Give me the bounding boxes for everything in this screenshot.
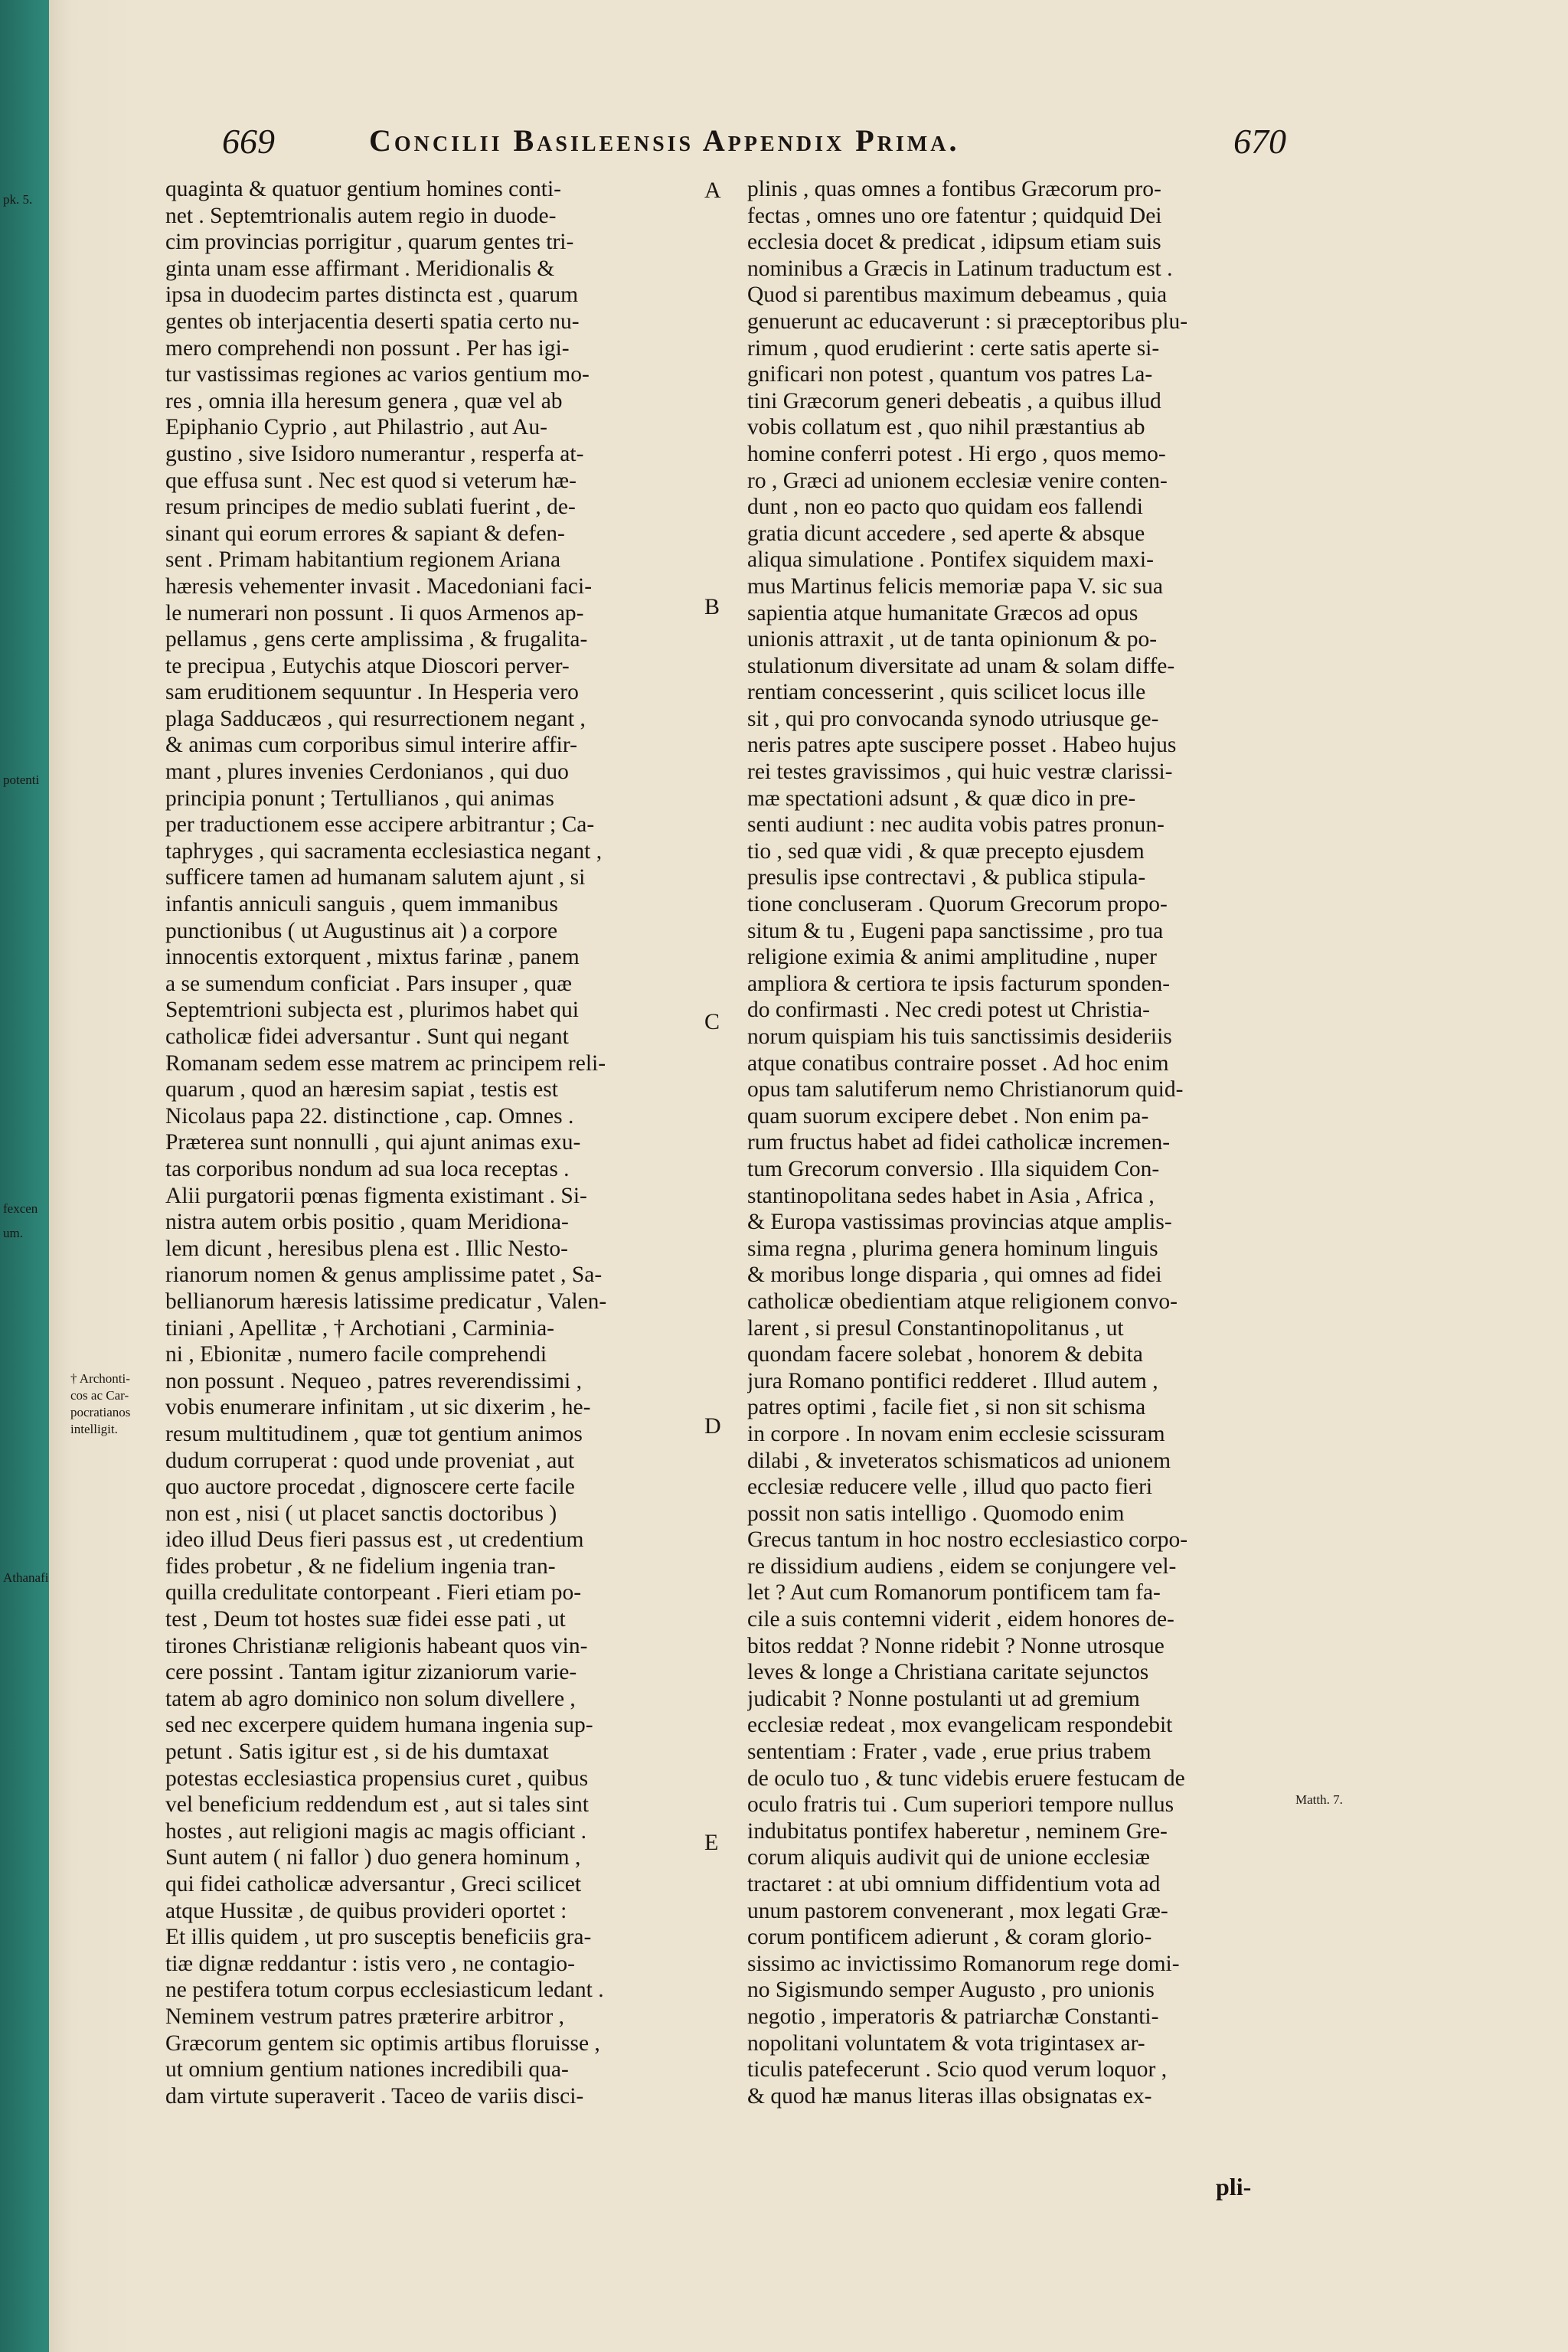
text-line: mant , plures invenies Cerdonianos , qui duo: [165, 760, 569, 785]
text-line: sed nec excerpere quidem humana ingenia sup-: [165, 1713, 593, 1738]
text-line: Romanam sedem esse matrem ac principem reli-: [165, 1050, 606, 1076]
text-line: Septemtrioni subjecta est , plurimos habet qui: [165, 998, 579, 1023]
margin-note: † Archonti-: [70, 1371, 130, 1386]
text-line: Græcorum gentem sic optimis artibus floruisse ,: [165, 2030, 600, 2056]
text-line: res , omnia illa heresum genera , quæ vel ab: [165, 388, 563, 413]
text-line: sententiam : Frater , vade , erue prius trabem: [747, 1740, 1152, 1765]
text-line: genuerunt ac educaverunt : si præceptoribus plu-: [747, 309, 1188, 334]
text-line: catholicæ fidei adversantur . Sunt qui negant: [165, 1024, 569, 1049]
text-line: hæresis vehementer invasit . Macedoniani faci-: [165, 573, 593, 599]
section-marker: D: [704, 1413, 721, 1439]
text-line: & moribus longe disparia , qui omnes ad fidei: [747, 1263, 1162, 1288]
text-line: non possunt . Nequeo , patres reverendissimi ,: [165, 1368, 583, 1393]
text-line: & animas cum corporibus simul interire affir-: [165, 733, 577, 758]
running-title: Concilii Basileensis Appendix Prima.: [369, 123, 960, 158]
text-line: tini Græcorum generi debeatis , a quibus illud: [747, 388, 1161, 413]
margin-note: pk. 5.: [3, 192, 33, 207]
text-line: gnificari non potest , quantum vos patres La-: [747, 362, 1153, 387]
text-line: gentes ob interjacentia deserti spatia certo nu-: [165, 309, 580, 334]
margin-note: pocratianos: [70, 1405, 131, 1419]
text-line: homine conferri potest . Hi ergo , quos memo-: [747, 441, 1166, 466]
text-line: te precipua , Eutychis atque Dioscori perver-: [165, 653, 570, 678]
text-line: quo auctore procedat , dignoscere certe facile: [165, 1475, 575, 1500]
text-line: norum quispiam his tuis sanctissimis desideriis: [747, 1024, 1172, 1049]
text-line: tatem ab agro dominico non solum divellere ,: [165, 1686, 576, 1711]
text-line: ticulis patefecerunt . Scio quod verum loquor ,: [747, 2057, 1168, 2082]
text-line: Sunt autem ( ni fallor ) duo genera hominum ,: [165, 1845, 581, 1870]
text-line: jura Romano pontifici redderet . Illud autem ,: [747, 1368, 1158, 1393]
margin-note: fexcen: [3, 1201, 38, 1216]
text-line: gustino , sive Isidoro numerantur , resperfa at-: [165, 441, 584, 466]
text-line: Nicolaus papa 22. distinctione , cap. Omnes .: [165, 1103, 574, 1129]
text-line: ecclesia docet & predicat , idipsum etiam suis: [747, 230, 1161, 255]
text-line: innocentis extorquent , mixtus farinæ , panem: [165, 945, 580, 970]
right-text-column: [747, 176, 1298, 2109]
text-line: Grecus tantum in hoc nostro ecclesiastico corpo-: [747, 1527, 1188, 1553]
text-line: pellamus , gens certe amplissima , & frugalita-: [165, 627, 588, 652]
text-line: leves & longe a Christiana caritate sejunctos: [747, 1660, 1149, 1685]
text-line: ideo illud Deus fieri passus est , ut credentium: [165, 1527, 584, 1553]
text-line: taphryges , qui sacramenta ecclesiastica negant ,: [165, 838, 603, 864]
text-line: quaginta & quatuor gentium homines conti-: [165, 177, 561, 201]
text-line: tiæ dignæ reddantur : istis vero , ne contagio-: [165, 1951, 576, 1976]
text-line: ipsa in duodecim partes distincta est , quarum: [165, 283, 579, 308]
text-line: resum principes de medio sublati fuerint , de-: [165, 495, 576, 520]
text-line: ecclesiæ reducere velle , illud quo pacto fieri: [747, 1475, 1153, 1500]
text-line: do confirmasti . Nec credi potest ut Christia-: [747, 998, 1150, 1023]
text-line: stulationum diversitate ad unam & solam diffe-: [747, 653, 1175, 678]
text-line: atque Hussitæ , de quibus provideri oportet :: [165, 1898, 567, 1923]
margin-note: potenti: [3, 773, 40, 787]
text-line: larent , si presul Constantinopolitanus , ut: [747, 1315, 1124, 1341]
text-line: tirones Christianæ religionis habeant quos vin-: [165, 1633, 588, 1658]
text-line: bellianorum hæresis latissime predicatur , Valen-: [165, 1289, 607, 1314]
text-line: cile a suis contemni viderit , eidem honores de-: [747, 1607, 1174, 1632]
text-line: quondam facere solebat , honorem & debita: [747, 1342, 1143, 1367]
text-line: re dissidium audiens , eidem se conjungere vel-: [747, 1553, 1177, 1579]
text-line: dunt , non eo pacto quo quidam eos fallendi: [747, 495, 1143, 520]
text-line: atque conatibus contraire posset . Ad hoc enim: [747, 1050, 1169, 1076]
text-line: ut omnium gentium nationes incredibili qua-: [165, 2057, 569, 2082]
text-line: sit , qui pro convocanda synodo utriusque ge-: [747, 706, 1159, 731]
catchword: pli-: [1216, 2173, 1252, 2200]
text-line: hostes , aut religioni magis ac magis officiant .: [165, 1818, 586, 1844]
text-line: tum Grecorum conversio . Illa siquidem Con-: [747, 1156, 1160, 1181]
text-line: Præterea sunt nonnulli , qui ajunt animas exu-: [165, 1130, 581, 1155]
text-line: opus tam salutiferum nemo Christianorum quid-: [747, 1077, 1184, 1102]
text-line: unum pastorem convenerant , mox legati Græ-: [747, 1898, 1168, 1923]
text-line: corum pontificem adierunt , & coram glorio-: [747, 1925, 1152, 1950]
text-line: corum aliquis audivit qui de unione ecclesiæ: [747, 1845, 1150, 1870]
text-line: mus Martinus felicis memoriæ papa V. sic sua: [747, 573, 1163, 599]
text-line: neris patres apte suscipere posset . Habeo hujus: [747, 733, 1177, 758]
text-line: sinant qui eorum errores & sapiant & defen-: [165, 521, 565, 546]
text-line: sapientia atque humanitate Græcos ad opus: [747, 600, 1138, 626]
text-line: non est , nisi ( ut placet sanctis doctoribus ): [165, 1501, 557, 1526]
margin-note: um.: [3, 1226, 23, 1240]
text-line: in corpore . In novam enim ecclesie scissuram: [747, 1421, 1165, 1446]
text-line: gratia dicunt accedere , sed aperte & absque: [747, 521, 1145, 546]
text-line: de oculo tuo , & tunc videbis eruere festucam de: [747, 1766, 1185, 1791]
text-line: nistra autem orbis positio , quam Meridiona-: [165, 1210, 569, 1235]
text-line: sufficere tamen ad humanam salutem ajunt , si: [165, 865, 586, 890]
text-line: net . Septemtrionalis autem regio in duode-: [165, 203, 557, 228]
text-line: Neminem vestrum patres præterire arbitror ,: [165, 2004, 564, 2029]
section-marker: E: [704, 1830, 719, 1855]
text-line: stantinopolitana sedes habet in Asia , Africa ,: [747, 1183, 1155, 1208]
margin-note: Matth. 7.: [1295, 1792, 1343, 1807]
text-line: judicabit ? Nonne postulanti ut ad gremium: [747, 1686, 1140, 1711]
text-line: tas corporibus nondum ad sua loca receptas .: [165, 1156, 570, 1181]
text-line: rianorum nomen & genus amplissime patet , Sa-: [165, 1263, 603, 1288]
text-line: patres optimi , facile fiet , si non sit schisma: [747, 1395, 1146, 1420]
text-line: vobis collatum est , quo nihil præstantius ab: [747, 415, 1145, 440]
section-marker: C: [704, 1009, 720, 1034]
text-line: cere possint . Tantam igitur zizaniorum varie-: [165, 1660, 577, 1685]
text-line: tio , sed quæ vidi , & quæ precepto ejusdem: [747, 838, 1145, 864]
margin-note: cos ac Car-: [70, 1388, 129, 1403]
text-line: lem dicunt , heresibus plena est . Illic Nesto-: [165, 1236, 568, 1261]
text-line: a se sumendum conficiat . Pars insuper , quæ: [165, 971, 572, 996]
text-line: test , Deum tot hostes suæ fidei esse pati , ut: [165, 1607, 566, 1632]
text-line: sima regna , plurima genera hominum linguis: [747, 1236, 1158, 1261]
margin-note: Athanafi: [3, 1570, 49, 1585]
text-line: ecclesiæ redeat , mox evangelicam respondebit: [747, 1713, 1173, 1738]
text-line: resum multitudinem , quæ tot gentium animos: [165, 1421, 583, 1446]
text-line: ro , Græci ad unionem ecclesiæ venire conten-: [747, 468, 1168, 493]
text-line: rum fructus habet ad fidei catholicæ incremen-: [747, 1130, 1171, 1155]
text-line: rei testes gravissimos , qui huic vestræ clarissi-: [747, 760, 1173, 785]
text-line: possit non satis intelligo . Quomodo enim: [747, 1501, 1125, 1526]
text-line: ginta unam esse affirmant . Meridionalis &: [165, 256, 555, 281]
text-line: senti audiunt : nec audita vobis patres pronun-: [747, 812, 1165, 838]
text-line: Et illis quidem , ut pro susceptis beneficiis gra-: [165, 1925, 592, 1950]
text-line: punctionibus ( ut Augustinus ait ) a corpore: [165, 918, 558, 943]
text-line: quilla credulitate contorpeant . Fieri etiam po-: [165, 1580, 582, 1606]
text-line: sam eruditionem sequuntur . In Hesperia vero: [165, 680, 579, 705]
text-line: & quod hæ manus literas illas obsignatas ex-: [747, 2083, 1152, 2109]
section-marker: B: [704, 594, 720, 619]
text-line: presulis ipse contrectavi , & publica stipula-: [747, 865, 1146, 890]
text-line: tur vastissimas regiones ac varios gentium mo-: [165, 362, 590, 387]
text-line: bitos reddat ? Nonne ridebit ? Nonne utrosque: [747, 1633, 1165, 1658]
text-line: quarum , quod an hæresim sapiat , testis est: [165, 1077, 558, 1102]
text-line: ni , Ebionitæ , numero facile comprehendi: [165, 1342, 547, 1367]
text-line: religione eximia & animi amplitudine , nuper: [747, 945, 1157, 970]
text-line: cim provincias porrigitur , quarum gentes tri-: [165, 230, 574, 255]
text-line: plaga Sadducæos , qui resurrectionem negant ,: [165, 706, 586, 731]
text-line: fides probetur , & ne fidelium ingenia tran-: [165, 1553, 556, 1579]
text-line: tiniani , Apellitæ , † Archotiani , Carminia-: [165, 1315, 554, 1341]
text-line: infantis anniculi sanguis , quem immanibus: [165, 892, 558, 917]
margin-note: intelligit.: [70, 1422, 118, 1436]
text-line: quam suorum excipere debet . Non enim pa-: [747, 1103, 1149, 1129]
text-line: dilabi , & inveteratos schismaticos ad unionem: [747, 1448, 1171, 1473]
text-line: Quod si parentibus maximum debeamus , quia: [747, 283, 1168, 308]
text-line: sissimo ac invictissimo Romanorum rege domi-: [747, 1951, 1180, 1976]
text-line: fectas , omnes uno ore fatentur ; quidquid Dei: [747, 203, 1162, 228]
text-line: potestas ecclesiastica propensius curet , quibus: [165, 1766, 589, 1791]
text-line: indubitatus pontifex haberetur , neminem Gre-: [747, 1818, 1168, 1844]
text-line: petunt . Satis igitur est , si de his dumtaxat: [165, 1740, 549, 1765]
running-header: [222, 121, 1286, 175]
text-line: mero comprehendi non possunt . Per has igi-: [165, 335, 570, 361]
text-line: oculo fratris tui . Cum superiori tempore nullus: [747, 1792, 1174, 1818]
page-number-right: 670: [1233, 122, 1286, 161]
text-line: plinis , quas omnes a fontibus Græcorum pro-: [747, 177, 1161, 201]
text-line: unionis attraxit , ut de tanta opinionum & po-: [747, 627, 1158, 652]
text-line: rimum , quod erudierint : certe satis aperte si-: [747, 335, 1160, 361]
left-text-column: [165, 176, 697, 2109]
text-line: ne pestifera totum corpus ecclesiasticum ledant .: [165, 1978, 604, 2003]
text-line: que effusa sunt . Nec est quod si veterum hæ-: [165, 468, 577, 493]
text-line: ampliora & certiora te ipsis facturum sponden-: [747, 971, 1171, 996]
text-line: tione concluseram . Quorum Grecorum propo-: [747, 892, 1168, 917]
text-line: principia ponunt ; Tertullianos , qui animas: [165, 786, 554, 811]
text-line: negotio , imperatoris & patriarchæ Constanti-: [747, 2004, 1159, 2029]
text-line: le numerari non possunt . Ii quos Armenos ap-: [165, 600, 584, 626]
text-line: qui fidei catholicæ adversantur , Greci scilicet: [165, 1872, 582, 1896]
text-line: situm & tu , Eugeni papa sanctissime , pro tua: [747, 918, 1164, 943]
text-line: vobis enumerare infinitam , ut sic dixerim , he-: [165, 1395, 591, 1420]
text-line: aliqua simulatione . Pontifex siquidem maxi-: [747, 547, 1154, 573]
book-gutter: [0, 0, 49, 2352]
section-marker: A: [704, 178, 721, 203]
page-number-left: 669: [222, 122, 275, 161]
text-line: nopolitani voluntatem & vota trigintasex ar-: [747, 2030, 1145, 2056]
text-line: catholicæ obedientiam atque religionem convo-: [747, 1289, 1178, 1314]
text-line: per traductionem esse accipere arbitrantur ; Ca-: [165, 812, 595, 838]
text-line: nominibus a Græcis in Latinum traductum est .: [747, 256, 1173, 281]
text-line: Epiphanio Cyprio , aut Philastrio , aut Au-: [165, 415, 547, 440]
text-line: sent . Primam habitantium regionem Ariana: [165, 547, 561, 573]
text-line: tractaret : at ubi omnium diffidentium vota ad: [747, 1872, 1161, 1896]
text-line: & Europa vastissimas provincias atque amplis-: [747, 1210, 1172, 1235]
text-line: Alii purgatorii pœnas figmenta existimant . Si-: [165, 1183, 587, 1208]
text-line: dudum corruperat : quod unde proveniat , aut: [165, 1448, 575, 1473]
text-line: no Sigismundo semper Augusto , pro unionis: [747, 1978, 1155, 2003]
text-line: dam virtute superaverit . Taceo de variis disci-: [165, 2083, 584, 2109]
text-line: rentiam concesserint , quis scilicet locus ille: [747, 680, 1146, 705]
text-line: mæ spectationi adsunt , & quæ dico in pre-: [747, 786, 1136, 811]
text-line: let ? Aut cum Romanorum pontificem tam fa-: [747, 1580, 1161, 1606]
text-line: vel beneficium reddendum est , aut si tales sint: [165, 1792, 589, 1818]
